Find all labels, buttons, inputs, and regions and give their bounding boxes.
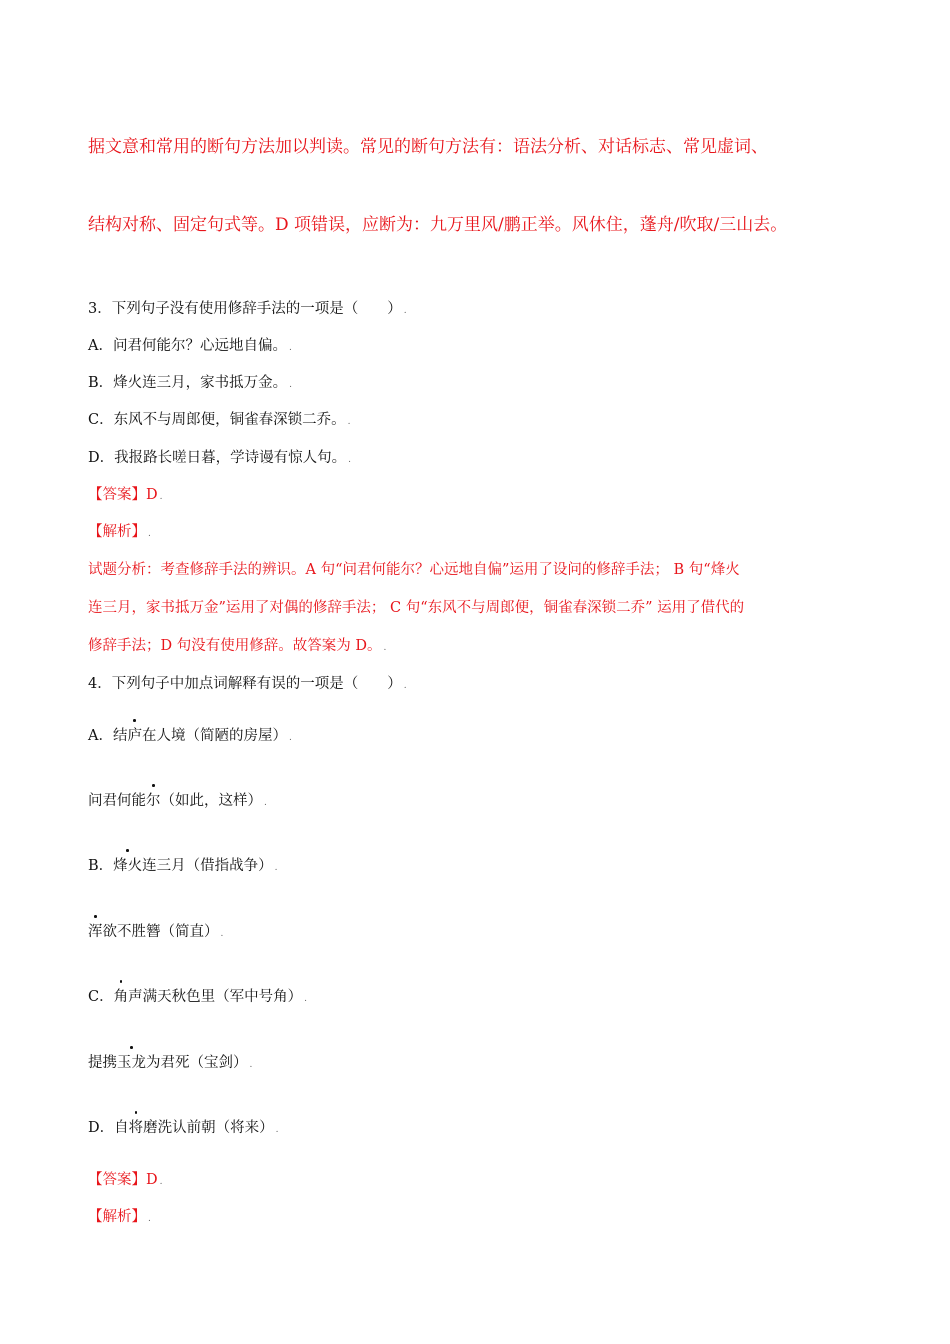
question-3-analysis-line-2: 连三月，家书抵万金”运用了对偶的修辞手法； C 句“东风不与周郎便，铜雀春深锁二乔” 运用了借代的: [88, 600, 745, 616]
question-3-option-b: B．烽火连三月，家书抵万金。 .: [88, 375, 293, 391]
question-4-stem: 4．下列句子中加点词解释有误的一项是（ ） .: [88, 676, 407, 692]
dotted-word: 浑: [88, 920, 103, 941]
question-4-option-a-line-2: 问君何能尔（如此，这样） .: [88, 789, 267, 810]
explanation-line-2: 结构对称、固定句式等。D 项错误，应断为：九万里风/鹏正举。风休住，蓬舟/吹取/三山去。: [88, 215, 788, 235]
question-4-analysis-label: 【解析】 .: [88, 1209, 151, 1225]
question-3-option-c: C．东风不与周郎便，铜雀春深锁二乔。 .: [88, 412, 351, 428]
dotted-word: 将: [129, 1116, 144, 1137]
question-4-option-b-line-1: B．烽火连三月（借指战争） .: [88, 854, 278, 875]
question-3-analysis-line-1: 试题分析：考查修辞手法的辨识。A 句“问君何能尔？心远地自偏”运用了设问的修辞手法； B 句“烽火: [88, 562, 740, 578]
question-3-stem: 3．下列句子没有使用修辞手法的一项是（ ） .: [88, 301, 407, 317]
dotted-word: 玉龙: [117, 1051, 146, 1072]
question-4-option-c-line-1: C．角声满天秋色里（军中号角） .: [88, 985, 307, 1006]
question-3-analysis-line-3: 修辞手法；D 句没有使用修辞。故答案为 D。 .: [88, 638, 387, 654]
question-3-option-a: A．问君何能尔？心远地自偏。 .: [88, 338, 292, 354]
question-3-option-d: D．我报路长嗟日暮，学诗谩有惊人句。 .: [88, 450, 351, 466]
explanation-line-1: 据文意和常用的断句方法加以判读。常见的断句方法有：语法分析、对话标志、常见虚词、: [88, 137, 768, 157]
dotted-word: 烽火: [113, 854, 142, 875]
question-3-answer: 【答案】D .: [88, 487, 163, 503]
dotted-word: 角: [114, 985, 129, 1006]
question-4-option-c-line-2: 提携玉龙为君死（宝剑） .: [88, 1051, 252, 1072]
dotted-word: 庐: [127, 724, 142, 745]
dotted-word: 尔: [146, 789, 161, 810]
question-4-option-d: D．自将磨洗认前朝（将来） .: [88, 1116, 279, 1137]
question-3-analysis-label: 【解析】 .: [88, 524, 151, 540]
question-4-option-a-line-1: A．结庐在人境（简陋的房屋） .: [88, 724, 292, 745]
question-4-answer: 【答案】D .: [88, 1172, 163, 1188]
question-4-option-b-line-2: 浑欲不胜簪（简直） .: [88, 920, 223, 941]
